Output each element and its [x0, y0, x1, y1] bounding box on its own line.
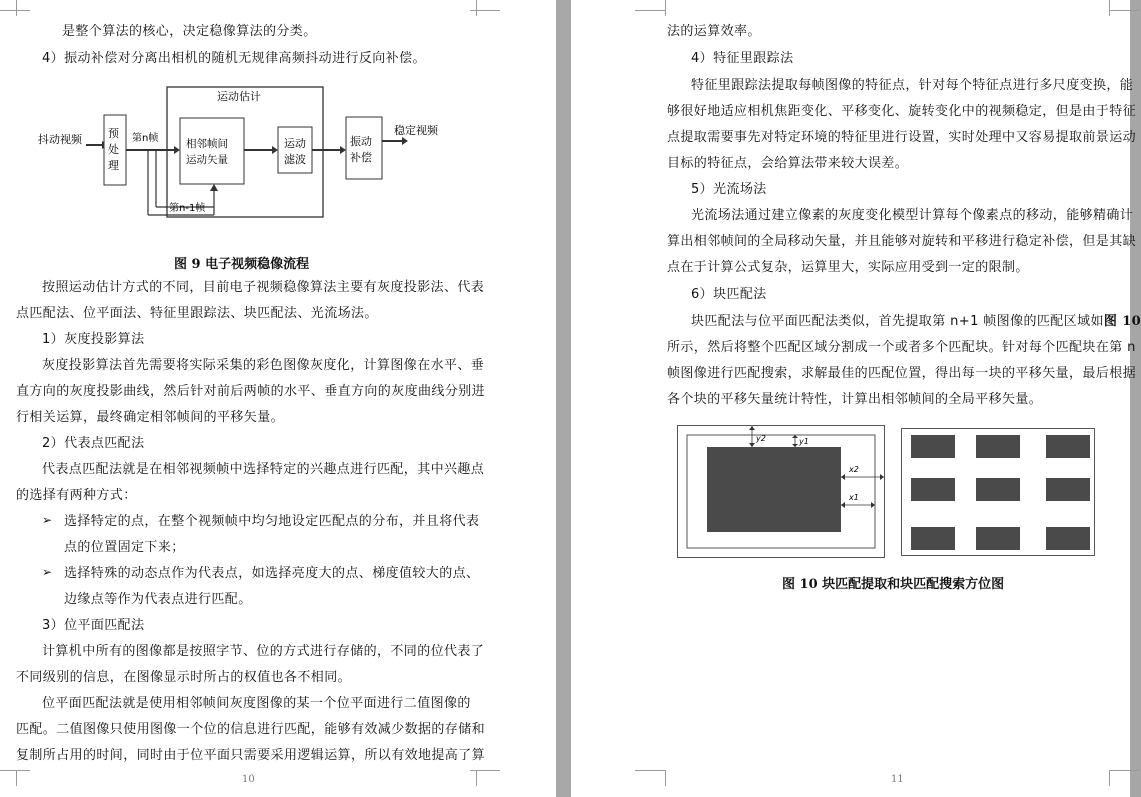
svg-text:振动: 振动 [350, 135, 372, 148]
crop-mark [635, 10, 665, 11]
svg-text:理: 理 [108, 159, 119, 172]
figure-caption: 图 10 块匹配提取和块匹配搜索方位图 [782, 577, 1005, 592]
text-line: 帧图像进行匹配搜索，求解最佳的匹配位置，得出每一块的平移矢量，最后根据 [667, 366, 1137, 381]
section-heading: 2）代表点匹配法 [42, 436, 145, 451]
bullet-arrow-icon: ➢ [42, 513, 53, 527]
list-item: 选择特定的点，在整个视频帧中均匀地设定匹配点的分布，并且将代表 [64, 514, 480, 529]
text-line: 点提取需要事先对特定环境的特征里进行设置，实时处理中又容易提取前景运动 [667, 130, 1137, 145]
svg-text:相邻帧间: 相邻帧间 [186, 138, 228, 150]
text-line: 是整个算法的核心，决定稳像算法的分类。 [62, 24, 317, 39]
page-number: 10 [242, 774, 255, 785]
diagram-label: 运动估计 [217, 90, 261, 103]
crop-mark [635, 770, 665, 771]
document-page-left [0, 0, 556, 797]
crop-mark [16, 0, 17, 16]
section-heading: 5）光流场法 [691, 182, 767, 197]
text-line: 目标的特征点，会给算法带来较大误差。 [667, 156, 909, 171]
crop-mark [476, 770, 477, 786]
dimension-label: y1 [799, 437, 809, 446]
svg-text:处: 处 [108, 143, 119, 156]
text-line: 不同级别的信息，在图像显示时所占的权值也各不相同。 [16, 670, 352, 685]
diagram-label: 第n帧 [132, 133, 159, 144]
list-item: 点的位置固定下来； [64, 540, 185, 555]
diagram-label: 稳定视频 [394, 124, 438, 137]
list-item: 边缘点等作为代表点进行匹配。 [64, 592, 252, 607]
text-line: 光流场法通过建立像素的灰度变化模型计算每个像素点的移动，能够精确计 [691, 208, 1134, 223]
list-item: 选择特殊的动态点作为代表点，如选择亮度大的点、梯度值较大的点、 [64, 566, 480, 581]
diagram-label: 抖动视频 [38, 133, 82, 146]
text-line: 所示，然后将整个匹配区域分割成一个或者多个匹配块。针对每个匹配块在第 n [667, 340, 1136, 355]
block-extraction-figure [677, 425, 885, 558]
crop-mark [476, 0, 477, 16]
crop-mark [16, 770, 17, 786]
svg-text:运动: 运动 [284, 137, 306, 150]
crop-mark [470, 770, 500, 771]
text-line: 特征里跟踪法提取每帧图像的特征点，针对每个特征点进行多尺度变换，能 [691, 78, 1134, 93]
page-number: 11 [891, 774, 904, 785]
dimension-label: y2 [756, 434, 766, 443]
text-line: 直方向的灰度投影曲线，然后针对前后两帧的水平、垂直方向的灰度曲线分别进 [16, 384, 486, 399]
crop-mark [665, 0, 666, 16]
text-line: 计算机中所有的图像都是按照字节、位的方式进行存储的，不同的位代表了 [42, 644, 485, 659]
section-heading: 1）灰度投影算法 [42, 332, 145, 347]
text-line [691, 313, 1141, 331]
text-line: 位平面匹配法就是使用相邻帧间灰度图像的某一个位平面进行二值图像的 [42, 696, 471, 711]
text-line: 代表点匹配法就是在相邻视频帧中选择特定的兴趣点进行匹配，其中兴趣点 [42, 462, 485, 477]
text-line: 行相关运算，最终确定相邻帧间的平移矢量。 [16, 410, 285, 425]
crop-mark [470, 10, 500, 11]
stabilization-flow-diagram [36, 85, 456, 225]
svg-text:预: 预 [108, 127, 119, 140]
text-line: 点匹配法、位平面法、特征里跟踪法、块匹配法、光流场法。 [16, 306, 378, 321]
diagram-label: 第n-1帧 [169, 203, 206, 214]
crop-mark [1109, 0, 1110, 16]
text-line: 匹配。二值图像只使用图像一个位的信息进行匹配，能够有效减少数据的存储和 [16, 722, 486, 737]
text-line: 复制所占用的时间，同时由于位平面只需要采用逻辑运算，所以有效地提高了算 [16, 748, 486, 763]
crop-mark [1109, 10, 1139, 11]
block-search-figure [901, 428, 1095, 556]
svg-text:滤波: 滤波 [284, 153, 306, 166]
section-heading: 3）位平面匹配法 [42, 618, 145, 633]
figure-caption: 图 9 电子视频稳像流程 [174, 257, 310, 272]
svg-text:运动矢量: 运动矢量 [186, 154, 228, 166]
text-line: 算出相邻帧间的全局移动矢量，并且能够对旋转和平移进行稳定补偿，但是其缺 [667, 234, 1137, 249]
crop-mark [0, 10, 30, 11]
crop-mark [1109, 770, 1139, 771]
text-line: 灰度投影算法首先需要将实际采集的彩色图像灰度化，计算图像在水平、垂 [42, 358, 485, 373]
text-line: 的选择有两种方式： [16, 488, 137, 503]
dimension-label: x1 [849, 493, 859, 502]
svg-text:补偿: 补偿 [350, 151, 372, 164]
section-heading: 6）块匹配法 [691, 287, 767, 302]
crop-mark [1109, 770, 1110, 786]
text-span: 块匹配法与位平面匹配法类似，首先提取第 n+1 帧图像的匹配区域如 [691, 314, 1104, 329]
page-gutter [556, 0, 571, 797]
bullet-arrow-icon: ➢ [42, 565, 53, 579]
dimension-label: x2 [849, 465, 859, 474]
text-line: 各个块的平移矢量统计特性，计算出相邻帧间的全局平移矢量。 [667, 392, 1043, 407]
text-line: 够很好地适应相机焦距变化、平移变化、旋转变化中的视频稳定，但是由于特征 [667, 104, 1137, 119]
section-heading: 4）特征里跟踪法 [691, 51, 794, 66]
text-line: 法的运算效率。 [667, 24, 761, 39]
document-page-right [571, 0, 1141, 797]
crop-mark [665, 770, 666, 786]
text-line: 按照运动估计方式的不同，目前电子视频稳像算法主要有灰度投影法、代表 [42, 280, 485, 295]
crop-mark [0, 770, 30, 771]
list-heading: 4）振动补偿对分离出相机的随机无规律高频抖动进行反向补偿。 [42, 51, 426, 66]
figure-reference: 图 10 [1103, 314, 1141, 329]
text-line: 点在于计算公式复杂，运算里大，实际应用受到一定的限制。 [667, 260, 1029, 275]
